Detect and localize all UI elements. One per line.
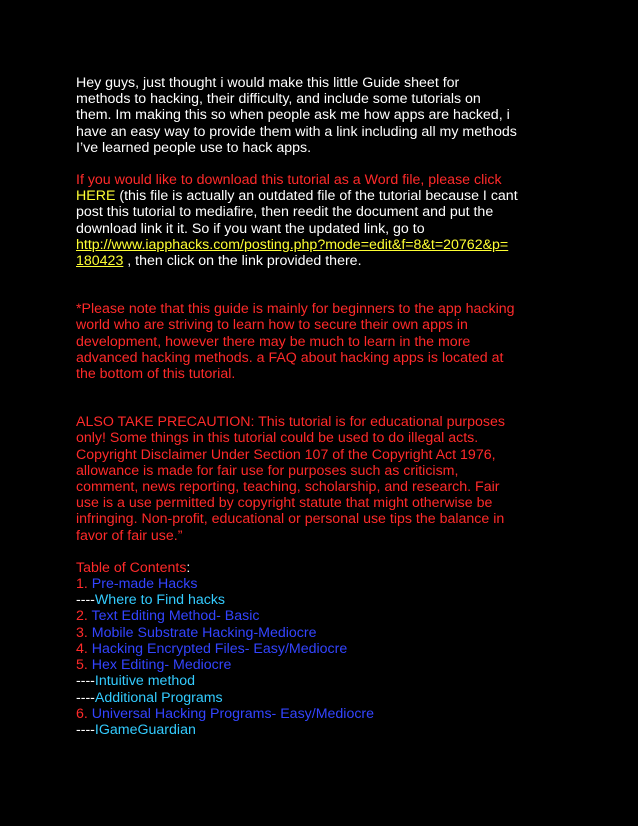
precaution-line: only! Some things in this tutorial could be used to do illegal acts.	[76, 430, 479, 447]
toc-item-number: 1.	[76, 576, 92, 593]
download-paragraph	[76, 172, 568, 269]
table-of-contents	[76, 560, 568, 738]
precaution-line: allowance is made for fair use for purposes such as criticism,	[76, 462, 459, 479]
toc-subitem[interactable]	[76, 673, 568, 689]
intro-line: I’ve learned people use to hack apps.	[76, 139, 312, 156]
download-line: download link it it. So if you want the updated link, go to	[76, 220, 425, 237]
toc-item-label: Text Editing Method- Basic	[91, 608, 260, 625]
intro-line: them. Im making this so when people ask me how apps are hacked, i	[76, 107, 510, 124]
intro-paragraph	[76, 75, 568, 156]
toc-item-label: Hex Editing- Mediocre	[91, 657, 232, 674]
intro-line: methods to hacking, their difficulty, and include some tutorials on	[76, 91, 481, 108]
note-line: *Please note that this guide is mainly for beginners to the app hacking	[76, 301, 515, 318]
toc-item-number: 2.	[76, 608, 92, 625]
note-line: development, however there may be much to learn in the more	[76, 333, 471, 350]
intro-line: Hey guys, just thought i would make this little Guide sheet for	[76, 75, 460, 91]
download-line: , then click on the link provided there.	[123, 253, 362, 270]
precaution-line: use is a use permitted by copyright statute that might otherwise be	[76, 495, 493, 512]
toc-subitem-dashes: ----	[76, 592, 95, 609]
intro-line: have an easy way to provide them with a link including all my methods	[76, 123, 517, 140]
note-line: the bottom of this tutorial.	[76, 366, 236, 383]
here-link[interactable]: HERE	[76, 188, 116, 205]
toc-item[interactable]	[76, 657, 568, 673]
toc-heading-colon: :	[186, 559, 191, 576]
toc-item-label: Universal Hacking Programs- Easy/Mediocre	[91, 705, 375, 722]
toc-item-number: 4.	[76, 640, 92, 657]
precaution-line: ALSO TAKE PRECAUTION: This tutorial is for educational purposes	[76, 414, 505, 431]
precaution-line: infringing. Non-profit, educational or personal use tips the balance in	[76, 511, 505, 528]
download-line: (this file is actually an outdated file of the tutorial because I cant	[115, 188, 518, 205]
toc-item-number: 5.	[76, 657, 92, 674]
note-line: world who are striving to learn how to secure their own apps in	[76, 317, 468, 334]
toc-item[interactable]	[76, 706, 568, 722]
update-link[interactable]: http://www.iapphacks.com/posting.php?mode=edit&f=8&t=20762&p=	[76, 236, 509, 253]
toc-item-label: Mobile Substrate Hacking-Mediocre	[91, 624, 317, 641]
toc-item[interactable]	[76, 625, 568, 641]
toc-subitem-dashes: ----	[76, 689, 95, 706]
toc-subitem-label: Where to Find hacks	[94, 592, 226, 609]
toc-heading-text: Table of Contents	[76, 559, 187, 576]
toc-subitem-label: Intuitive method	[94, 673, 196, 690]
precaution-paragraph	[76, 414, 568, 544]
download-line: post this tutorial to mediafire, then reedit the document and put the	[76, 204, 494, 221]
toc-subitem[interactable]	[76, 690, 568, 706]
toc-subitem[interactable]	[76, 722, 568, 738]
beginner-note-paragraph	[76, 301, 568, 382]
precaution-line: Copyright Disclaimer Under Section 107 of the Copyright Act 1976,	[76, 446, 496, 463]
toc-subitem-dashes: ----	[76, 673, 95, 690]
toc-item[interactable]	[76, 608, 568, 624]
update-link-continued[interactable]: 180423	[76, 253, 124, 270]
toc-subitem-dashes: ----	[76, 721, 95, 738]
download-line: If you would like to download this tutorial as a Word file, please click	[76, 172, 502, 189]
precaution-line: favor of fair use.”	[76, 527, 183, 544]
toc-subitem-label: IGameGuardian	[94, 721, 196, 738]
toc-item[interactable]	[76, 576, 568, 592]
precaution-line: comment, news reporting, teaching, scholarship, and research. Fair	[76, 479, 500, 496]
toc-heading	[76, 560, 568, 576]
toc-item-label: Pre-made Hacks	[91, 576, 198, 593]
toc-subitem-label: Additional Programs	[94, 689, 223, 706]
toc-item-label: Hacking Encrypted Files- Easy/Mediocre	[91, 640, 348, 657]
toc-subitem[interactable]	[76, 592, 568, 608]
toc-item[interactable]	[76, 641, 568, 657]
toc-item-number: 3.	[76, 624, 92, 641]
note-line: advanced hacking methods. a FAQ about hacking apps is located at	[76, 349, 504, 366]
toc-item-number: 6.	[76, 705, 92, 722]
